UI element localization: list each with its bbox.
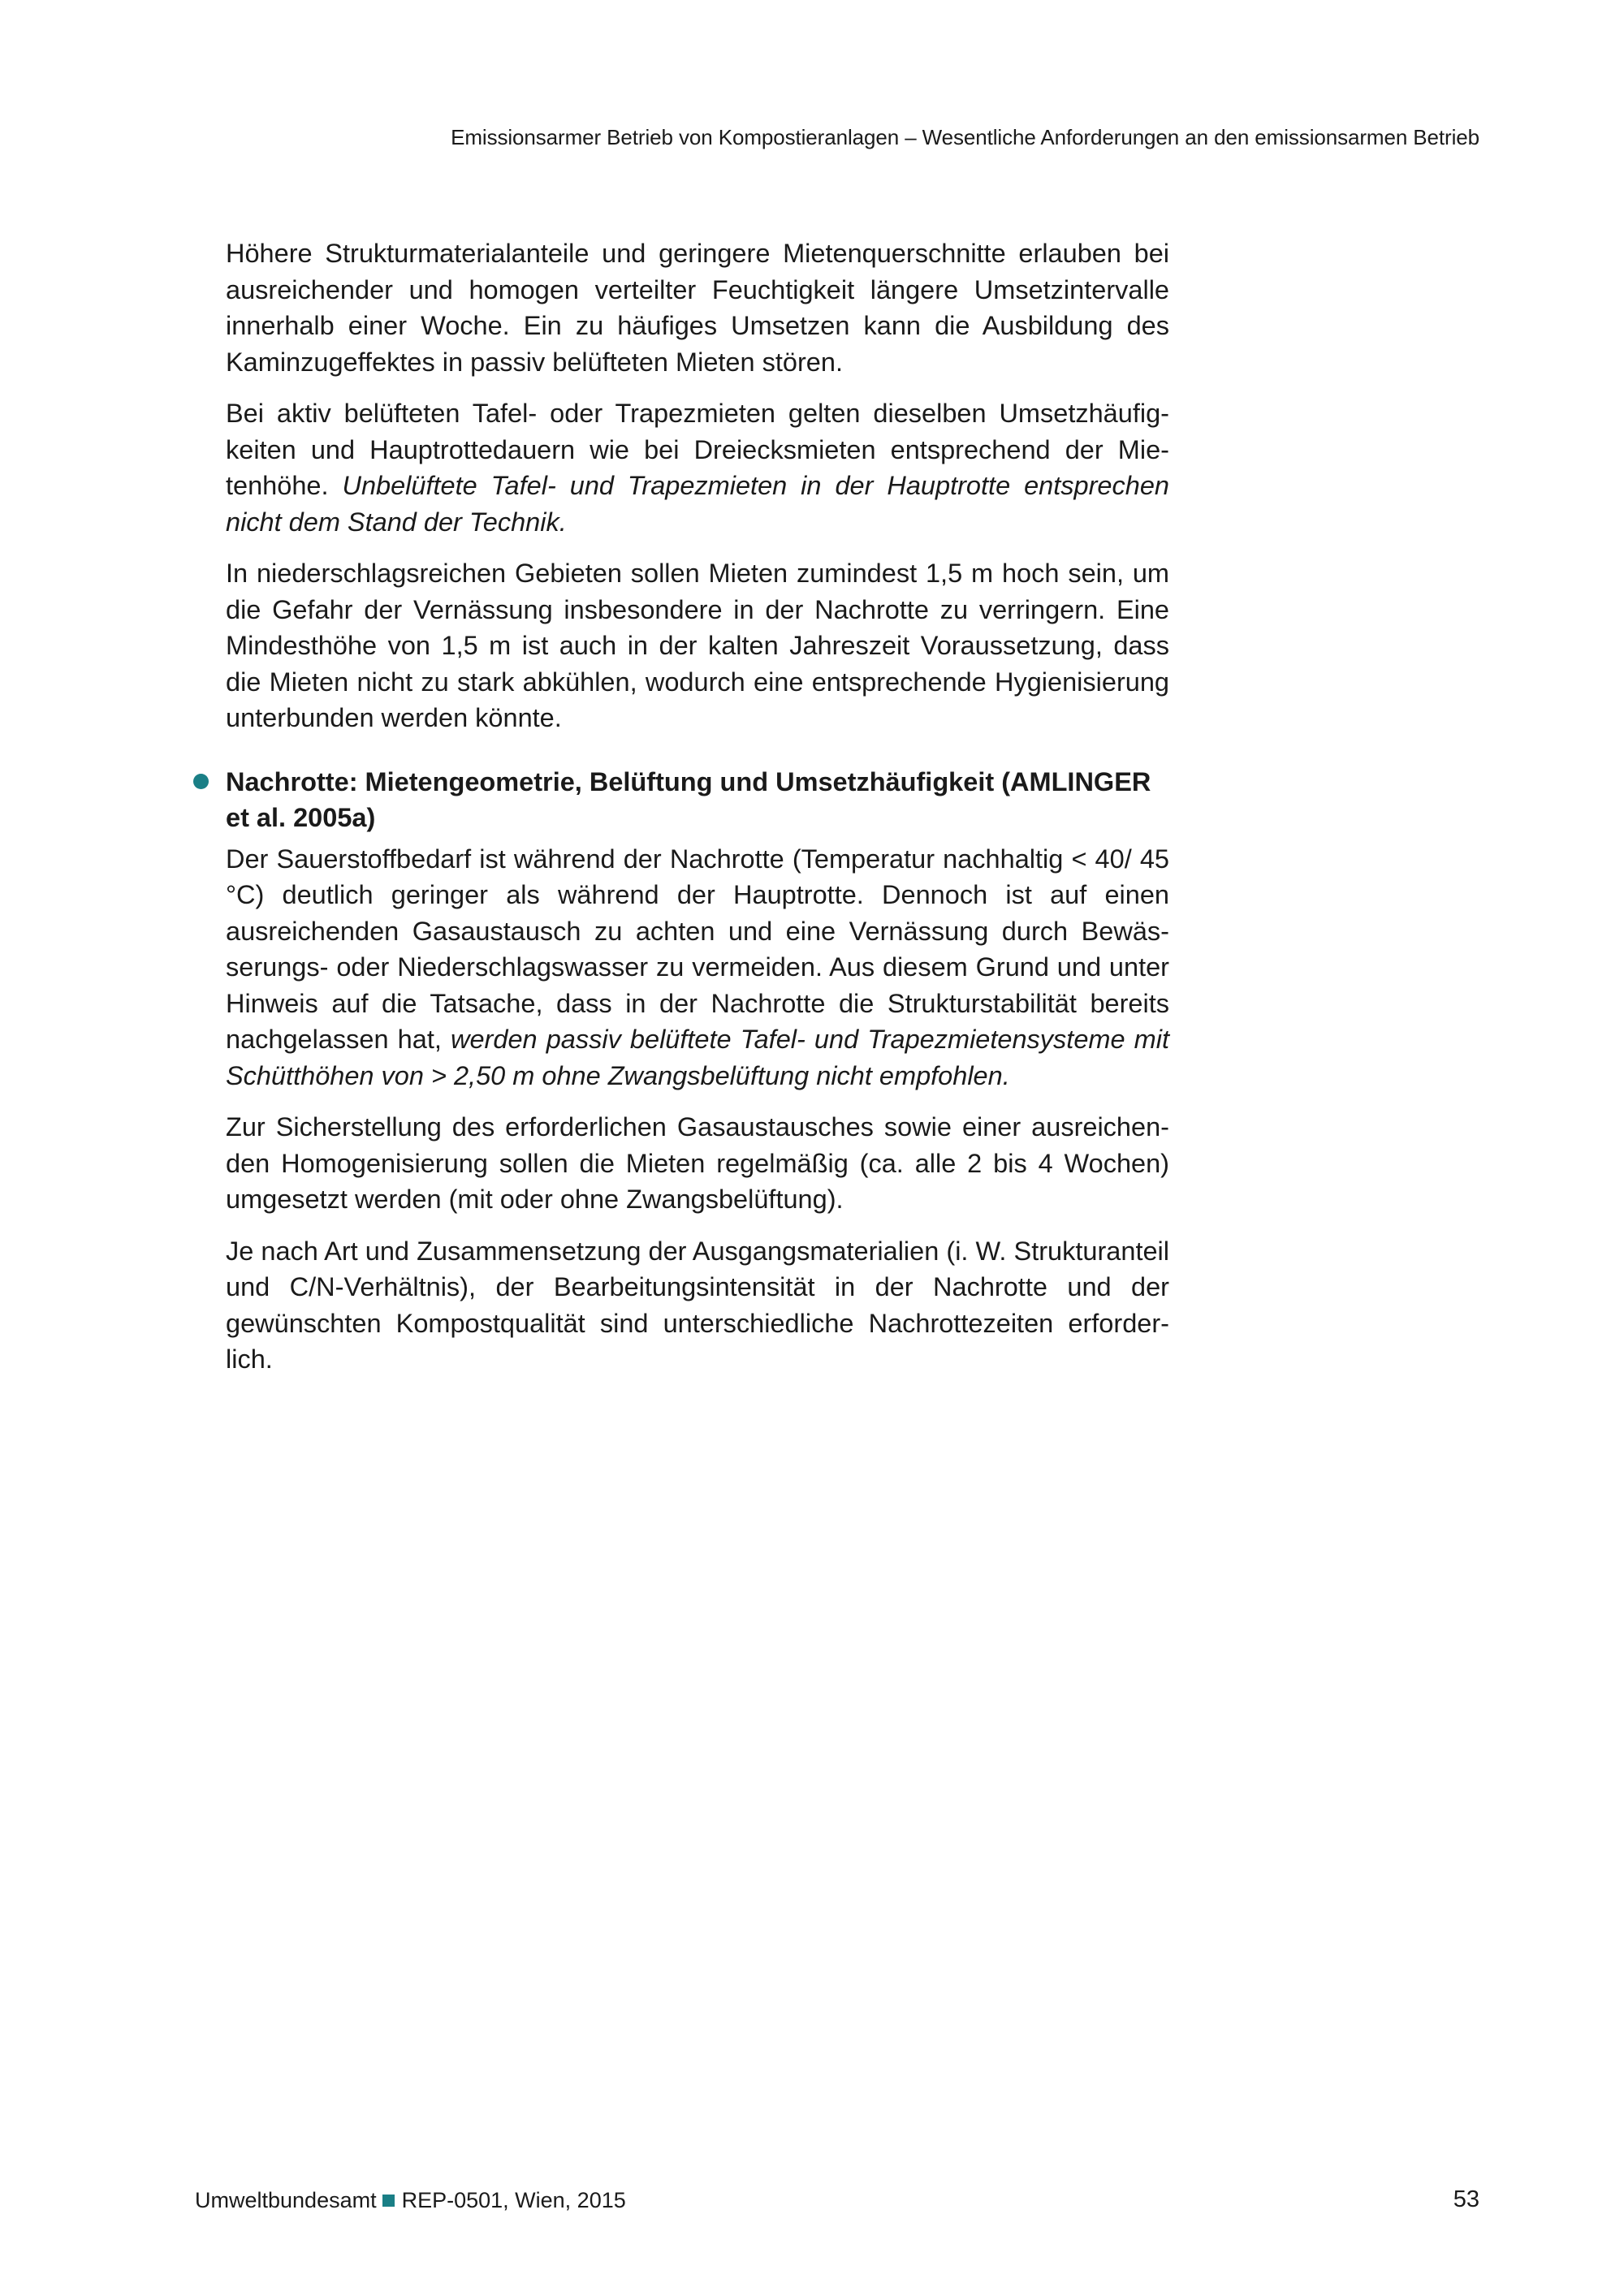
- paragraph-6: Je nach Art und Zusammensetzung der Ausgangsmaterialien (i. W. Strukturanteil und C/N-Verhältnis), der Bearbeitungsintensität in der Nachrotte und der gewünschten Kompostqualität sind unterschiedliche Nachrottezeiten erforderlich.: [226, 1236, 1169, 1374]
- paragraph-4: [226, 841, 1169, 1094]
- footer: [195, 2188, 626, 2213]
- footer-report: REP-0501, Wien, 2015: [401, 2188, 626, 2212]
- paragraph-4-text: Der Sauerstoffbedarf ist während der Nachrotte (Temperatur nachhaltig < 40/ 45 °C) deutlich geringer als während der Hauptrotte. Dennoch ist auf einen ausreichenden Gasaustausch zu achten und eine Vernässung durch Bewässerungs- oder Niederschlagswasser zu vermeiden. Aus diesem Grund und unter Hinweis auf die Tatsache, dass in der Nachrotte die Strukturstabilität bereits nachgelassen hat,: [226, 844, 1169, 1054]
- paragraph-3: In niederschlagsreichen Gebieten sollen Mieten zumindest 1,5 m hoch sein, um die Gefahr der Vernässung insbesondere in der Nachrotte zu verringern. Eine Mindesthöhe von 1,5 m ist auch in der kalten Jahreszeit Voraussetzung, dass die Mieten nicht zu stark abkühlen, wodurch eine entsprechende Hygienisierung unterbunden werden könnte.: [226, 559, 1169, 732]
- section-heading: [226, 764, 1169, 836]
- paragraph-2-italic: Unbelüftete Tafel- und Trapezmieten in der Hauptrotte entsprechen nicht dem Stand der Technik.: [226, 471, 1169, 537]
- paragraph-5: Zur Sicherstellung des erforderlichen Gasaustausches sowie einer ausreichenden Homogenisierung sollen die Mieten regelmäßig (ca. alle 2 bis 4 Wochen) umgesetzt werden (mit oder ohne Zwangsbelüftung).: [226, 1112, 1169, 1214]
- paragraph-4-italic: werden passiv belüftete Tafel- und Trapezmietensysteme mit Schütthöhen von > 2,50 m ohne Zwangsbelüftung nicht empfohlen.: [226, 1025, 1169, 1090]
- square-bullet-icon: [382, 2195, 395, 2207]
- bullet-dot-icon: [193, 774, 209, 789]
- paragraph-2: [226, 395, 1169, 540]
- section-heading-text: Nachrotte: Mietengeometrie, Belüftung und Umsetzhäufigkeit (AMLINGER et al. 2005a): [226, 766, 1151, 832]
- main-content: [226, 235, 1169, 1393]
- paragraph-2-text: Bei aktiv belüfteten Tafel- oder Trapezmieten gelten dieselben Umsetzhäufigkeiten und Hauptrottedauern wie bei Dreiecksmieten entsprechend der Mietenhöhe.: [226, 399, 1169, 500]
- page-number: 53: [1453, 2186, 1479, 2212]
- footer-publisher: Umweltbundesamt: [195, 2188, 377, 2212]
- running-header: Emissionsarmer Betrieb von Kompostieranlagen – Wesentliche Anforderungen an den emissionsarmen Betrieb: [451, 125, 1479, 149]
- paragraph-1: Höhere Strukturmaterialanteile und geringere Mietenquerschnitte erlauben bei ausreichender und homogen verteilter Feuchtigkeit längere Umsetzintervalle innerhalb einer Woche. Ein zu häufiges Umsetzen kann die Ausbildung des Kaminzugeffektes in passiv belüfteten Mieten stören.: [226, 239, 1169, 377]
